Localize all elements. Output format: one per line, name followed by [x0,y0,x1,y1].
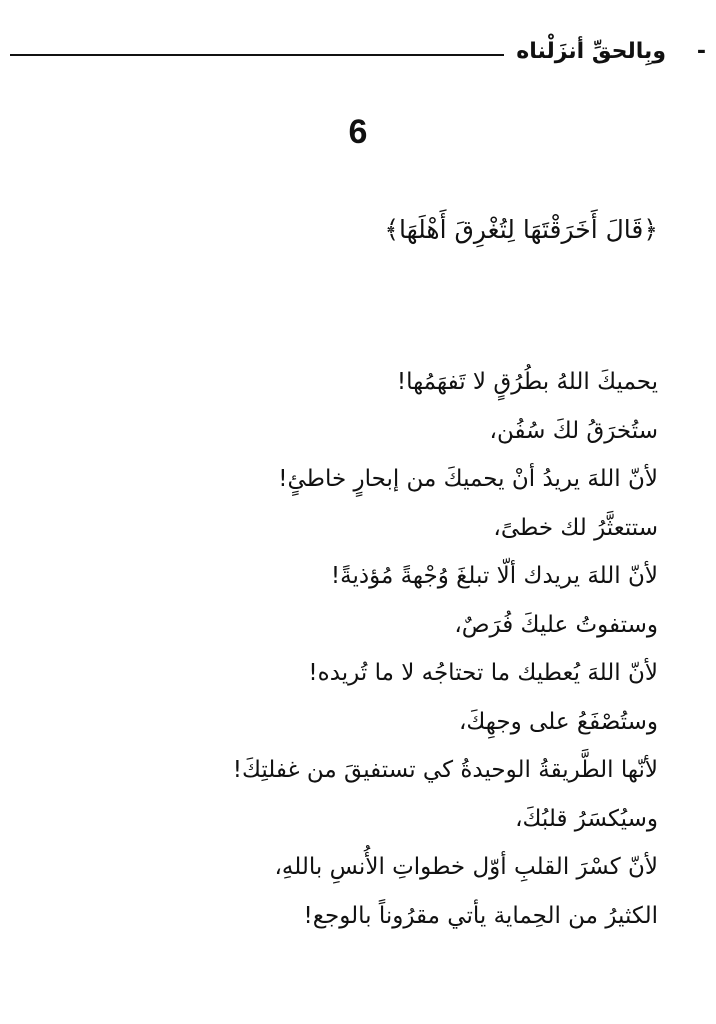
poem-line: لأنّ كسْرَ القلبِ أوّل خطواتِ الأُنسِ باللهِ، [274,854,658,880]
poem-line: ستتعثَّرُ لك خطىً، [493,514,658,541]
poem-line: لأنّ اللهَ يريدُ أنْ يحميكَ من إبحارٍ خاطئٍ! [278,466,658,492]
poem-line: لأنّ اللهَ يُعطيك ما تحتاجُه لا ما تُريده! [308,660,658,686]
poem-line: لأنّها الطَّريقةُ الوحيدةُ كي تستفيقَ من غفلتِكَ! [232,757,658,783]
quran-verse: ﴿قَالَ أَخَرَقْتَهَا لِتُغْرِقَ أَهْلَهَا﴾ [384,215,658,244]
poem-line: يحميكَ اللهُ بطُرُقٍ لا تَفهَمُها! [396,369,658,395]
chapter-number: 6 [348,113,368,151]
poem [233,358,658,940]
poem-line: وستفوتُ عليكَ فُرَصٌ، [454,611,658,638]
poem-line: الكثيرُ من الحِماية يأتي مقرُوناً بالوجع! [303,902,658,929]
running-header [0,30,716,70]
book-title: وبِالحقِّ أنزَلْناه [504,32,676,72]
poem-line: وسيُكسَرُ قلبُكَ، [515,805,658,832]
poem-line: ستُخرَقُ لكَ سُفُن، [489,417,658,444]
poem-line: وستُصْفَعُ على وجهِكَ، [458,708,658,735]
poem-line: لأنّ اللهَ يريدك ألّا تبلغَ وُجْهةً مُؤذيةً! [330,563,658,589]
header-dash: - [696,39,706,64]
